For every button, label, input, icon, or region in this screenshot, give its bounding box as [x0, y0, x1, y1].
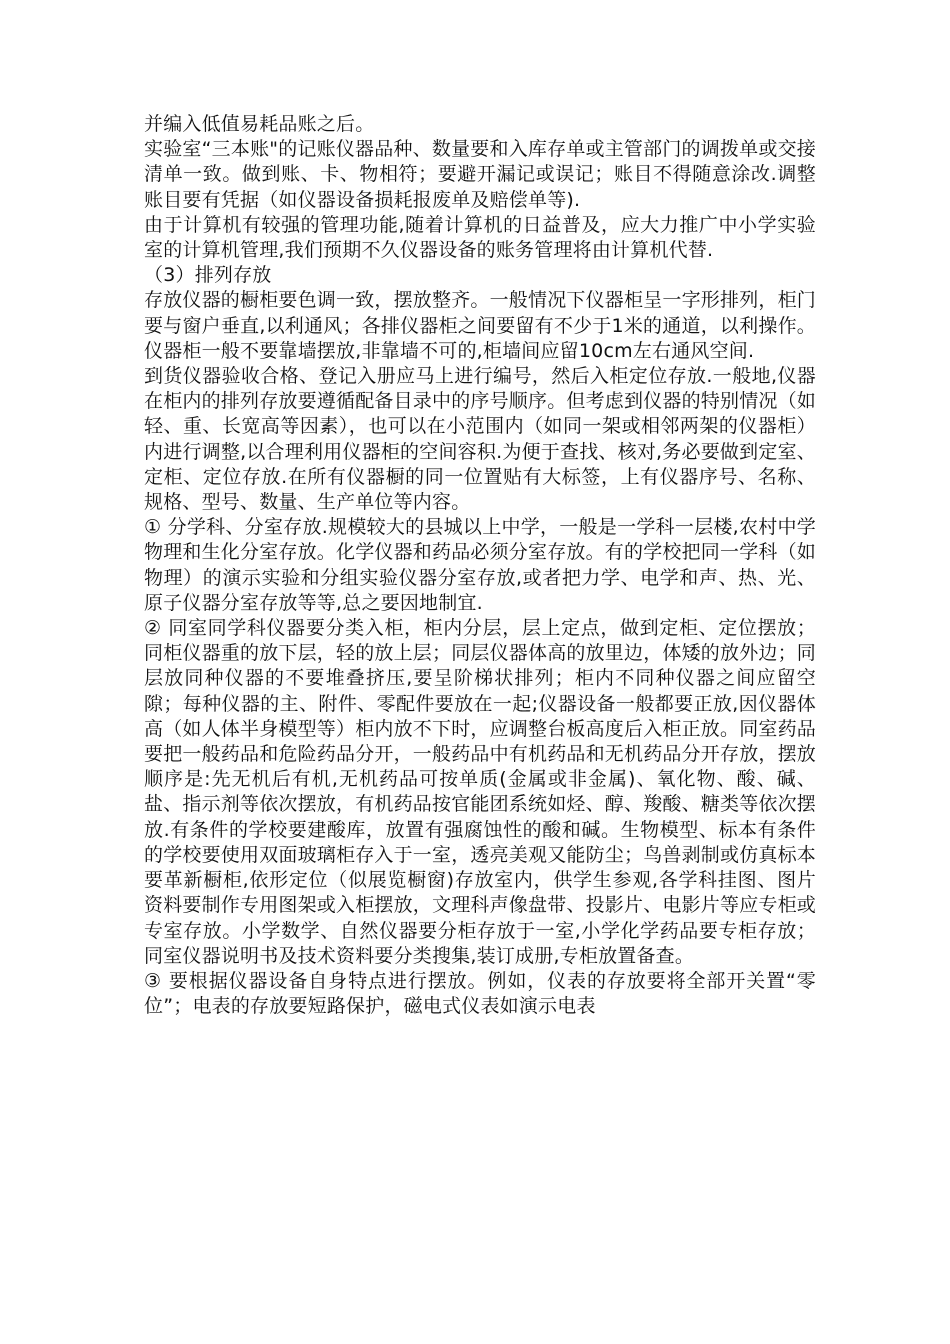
paragraph-continuation: 并编入低值易耗品账之后。 — [144, 113, 375, 135]
paragraph-computer-management: 由于计算机有较强的管理功能,随着计算机的日益普及，应大力推广中小学实验室的计算机管理,我们预期不久仪器设备的账务管理将由计算机代替. — [144, 213, 816, 262]
paragraph-item-3: ③ 要根据仪器设备自身特点进行摆放。例如，仪表的存放要将全部开关置“零位”；电表的存放要短路保护，磁电式仪表如演示电表 — [144, 969, 816, 1018]
paragraph-item-1: ① 分学科、分室存放.规模较大的县城以上中学，一般是一学科一层楼,农村中学物理和生化分室存放。化学仪器和药品必须分室存放。有的学校把同一学科（如物理）的演示实验和分组实验仪器分室存放,或者把力学、电学和声、热、光、原子仪器分室存放等等,总之要因地制宜. — [144, 516, 817, 614]
paragraph-item-2: ② 同室同学科仪器要分类入柜，柜内分层，层上定点，做到定柜、定位摆放；同柜仪器重的放下层，轻的放上层；同层仪器体高的放里边，体矮的放外边；同层放同种仪器的不要堆叠挤压,要呈阶梯状排列；柜内不同种仪器之间应留空隙；每种仪器的主、附件、零配件要放在一起;仪器设备一般都要正放,因仪器体高（如人体半身模型等）柜内放不下时，应调整台板高度后入柜正放。同室药品要把一般药品和危险药品分开，一般药品中有机药品和无机药品分开存放，摆放顺序是:先无机后有机,无机药品可按单质(金属或非金属)、氧化物、酸、碱、盐、指示剂等依次摆放，有机药品按官能团系统如烃、醇、羧酸、糖类等依次摆放.有条件的学校要建酸库，放置有强腐蚀性的酸和碱。生物模型、标本有条件的学校要使用双面玻璃柜存入于一室，透亮美观又能防尘；鸟兽剥制或仿真标本要革新橱柜,依形定位（似展览橱窗)存放室内，供学生参观,各学科挂图、图片资料要制作专用图架或入柜摆放，文理科声像盘带、投影片、电影片等应专柜或专室存放。小学数学、自然仪器要分柜存放于一室,小学化学药品要专柜存放；同室仪器说明书及技术资料要分类搜集,装订成册,专柜放置备查。 — [144, 617, 817, 967]
paragraph-numbering-storage: 到货仪器验收合格、登记入册应马上进行编号，然后入柜定位存放.一般地,仪器在柜内的排列存放要遵循配备目录中的序号顺序。但考虑到仪器的特别情况（如轻、重、长宽高等因素），也可以在小范围内（如同一架或相邻两架的仪器柜）内进行调整,以合理利用仪器柜的空间容积.为便于查找、核对,务必要做到定室、定柜、定位存放.在所有仪器橱的同一位置贴有大标签，上有仪器序号、名称、规格、型号、数量、生产单位等内容。 — [144, 365, 817, 514]
section-heading-arrangement: （3）排列存放 — [144, 264, 272, 287]
document-page — [144, 112, 816, 1019]
paragraph-three-ledgers: 实验室“三本账"的记账仪器品种、数量要和入库存单或主管部门的调拨单或交接清单一致。做到账、卡、物相符；要避开漏记或误记；账目不得随意涂改.调整账目要有凭据（如仪器设备损耗报废单及赔偿单等). — [144, 138, 816, 211]
paragraph-cabinet-layout: 存放仪器的橱柜要色调一致，摆放整齐。一般情况下仪器柜呈一字形排列，柜门要与窗户垂直,以利通风；各排仪器柜之间要留有不少于1米的通道，以利操作。仪器柜一般不要靠墙摆放,非靠墙不可的,柜墙间应留10cm左右通风空间. — [144, 289, 817, 362]
